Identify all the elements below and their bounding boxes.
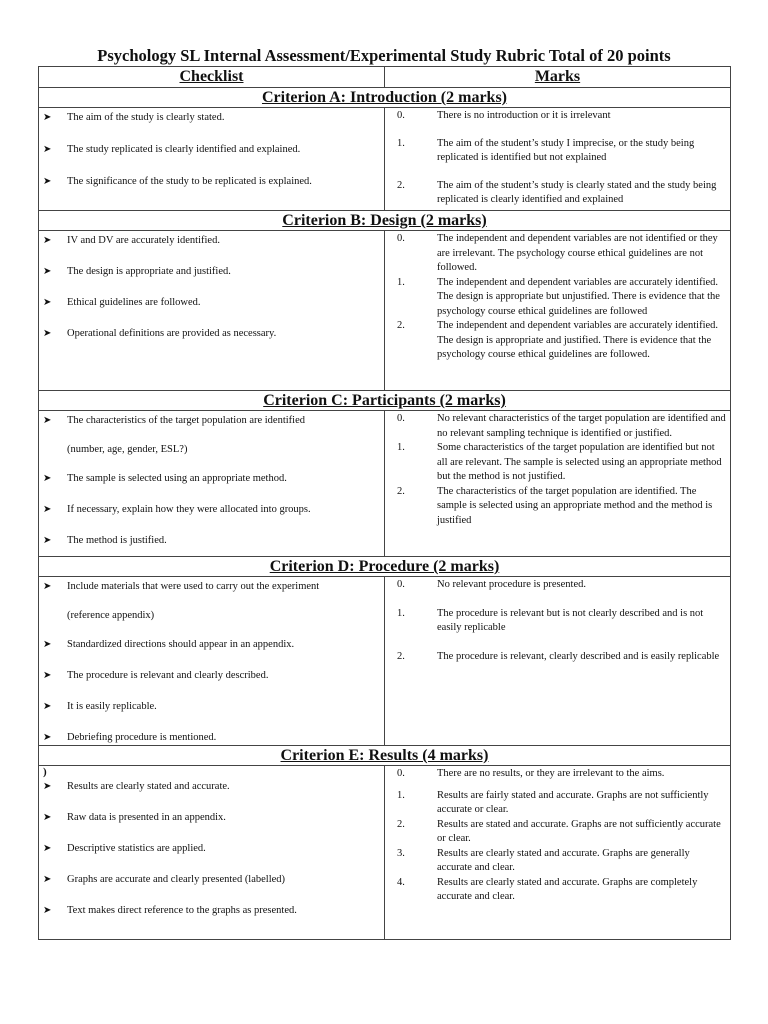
mark-level: 1. The aim of the student’s study I imprecise, or the study being replicated is identified but not explained (397, 137, 695, 163)
mark-level: 2. The aim of the student’s study is clearly stated and the study being replicated is clearly identified and explained (397, 179, 717, 205)
mark-level: 2. The characteristics of the target population are identified. The sample is selected using an appropriate method and the method is justified (397, 485, 713, 526)
checklist-item: ➤ Results are clearly stated and accurate. (43, 781, 230, 792)
checklist-item: ➤ The procedure is relevant and clearly described. (43, 670, 269, 681)
arrow-bullet-icon: ➤ (43, 843, 52, 854)
checklist-item: ➤ Operational definitions are provided as necessary. (43, 328, 277, 339)
criterion-b-body-row (39, 231, 731, 391)
arrow-bullet-icon: ➤ (43, 670, 52, 681)
checklist-cell (39, 108, 385, 211)
checklist-item: ➤ The sample is selected using an appropriate method. (43, 473, 287, 484)
checklist-cell (39, 411, 385, 557)
checklist-item: ➤ If necessary, explain how they were allocated into groups. (43, 504, 311, 515)
arrow-bullet-icon: ➤ (43, 701, 52, 712)
criterion-heading: Criterion D: Procedure (2 marks) (39, 557, 731, 577)
checklist-item: ➤ Descriptive statistics are applied. (43, 843, 206, 854)
checklist-item: ➤ IV and DV are accurately identified. (43, 235, 220, 246)
arrow-bullet-icon: ➤ (43, 266, 52, 277)
checklist-item: ➤ Include materials that were used to carry out the experiment (43, 581, 320, 592)
arrow-bullet-icon: ➤ (43, 812, 52, 823)
page-title: Psychology SL Internal Assessment/Experimental Study Rubric Total of 20 points (97, 46, 671, 65)
checklist-header: Checklist (39, 67, 385, 88)
checklist-item: ➤ Debriefing procedure is mentioned. (43, 732, 217, 743)
checklist-item: ➤ The study replicated is clearly identified and explained. (43, 144, 301, 155)
mark-level: 2. Results are stated and accurate. Graphs are not sufficiently accurate or clear. (397, 818, 721, 844)
criterion-heading: Criterion E: Results (4 marks) (39, 746, 731, 766)
arrow-bullet-icon: ➤ (43, 874, 52, 885)
arrow-bullet-icon: ➤ (43, 235, 52, 246)
arrow-bullet-icon: ➤ (43, 415, 52, 426)
checklist-item: ➤ Standardized directions should appear in an appendix. (43, 639, 295, 650)
mark-level: 0. There are no results, or they are irrelevant to the aims. (397, 768, 665, 779)
criterion-d-body-row (39, 577, 731, 746)
mark-level: 0. The independent and dependent variables are not identified or they are irrelevant. The psychology course ethical guidelines are not followed. (397, 233, 718, 273)
marks-cell (385, 577, 731, 746)
mark-level: 0. No relevant procedure is presented. (397, 579, 586, 590)
checklist-item: ➤ The significance of the study to be replicated is explained. (43, 176, 312, 187)
arrow-bullet-icon: ➤ (43, 144, 52, 155)
checklist-item: ➤ Raw data is presented in an appendix. (43, 812, 226, 823)
arrow-bullet-icon: ➤ (43, 176, 52, 187)
criterion-a-heading-row (39, 88, 731, 108)
mark-level: 4. Results are clearly stated and accurate. Graphs are completely accurate and clear. (397, 876, 698, 902)
criterion-c-body-row (39, 411, 731, 557)
criterion-heading: Criterion C: Participants (2 marks) (39, 391, 731, 411)
checklist-item-continuation: (reference appendix) (67, 610, 155, 621)
arrow-bullet-icon: ➤ (43, 905, 52, 916)
checklist-item: ➤ The design is appropriate and justified. (43, 266, 231, 277)
mark-level: 2. The independent and dependent variables are accurately identified. The design is appropriate and justified. There is evidence that the psychology course ethical guidelines are followed. (397, 320, 719, 360)
criterion-a-body-row (39, 108, 731, 211)
arrow-bullet-icon: ➤ (43, 639, 52, 650)
criterion-c-heading-row (39, 391, 731, 411)
criterion-heading: Criterion A: Introduction (2 marks) (39, 88, 731, 108)
checklist-item: ➤ The aim of the study is clearly stated. (43, 112, 225, 123)
checklist-item: ➤ Graphs are accurate and clearly presented (labelled) (43, 874, 286, 885)
criterion-e-body-row (39, 766, 731, 940)
criterion-d-heading-row (39, 557, 731, 577)
rubric-table (38, 66, 731, 940)
mark-level: 1. The independent and dependent variables are accurately identified. The design is appropriate but unjustified. There is evidence that the psychology course ethical guidelines are followed (397, 276, 720, 317)
arrow-bullet-icon: ➤ (43, 581, 52, 592)
marks-cell (385, 766, 731, 940)
arrow-bullet-icon: ➤ (43, 112, 52, 123)
mark-level: 0. There is no introduction or it is irrelevant (397, 110, 611, 121)
criterion-e-heading-row (39, 746, 731, 766)
column-header-row (39, 67, 731, 88)
mark-level: 2. The procedure is relevant, clearly described and is easily replicable (397, 650, 720, 662)
checklist-cell (39, 231, 385, 391)
mark-level: 1. Results are fairly stated and accurate. Graphs are not sufficiently accurate or clear. (397, 789, 709, 815)
marks-cell (385, 231, 731, 391)
arrow-bullet-icon: ➤ (43, 781, 52, 792)
checklist-item-continuation: (number, age, gender, ESL?) (67, 444, 188, 455)
arrow-bullet-icon: ➤ (43, 732, 52, 743)
checklist-item: ➤ Ethical guidelines are followed. (43, 297, 201, 308)
arrow-bullet-icon: ➤ (43, 328, 52, 339)
marks-cell (385, 108, 731, 211)
mark-level: 0. No relevant characteristics of the target population are identified and no relevant sampling technique is identified or justified. (397, 413, 726, 439)
checklist-cell (39, 766, 385, 940)
mark-level: 3. Results are clearly stated and accurate. Graphs are generally accurate and clear. (397, 847, 690, 873)
checklist-item: ➤ The characteristics of the target population are identified (43, 415, 305, 426)
checklist-item: ➤ The method is justified. (43, 535, 167, 546)
arrow-bullet-icon: ➤ (43, 297, 52, 308)
checklist-cell (39, 577, 385, 746)
criterion-b-heading-row (39, 211, 731, 231)
arrow-bullet-icon: ➤ (43, 504, 52, 515)
mark-level: 1. The procedure is relevant but is not clearly described and is not easily replicable (397, 607, 704, 633)
marks-header: Marks (385, 67, 731, 88)
stray-parenthesis: ) (43, 766, 47, 778)
checklist-item: ➤ Text makes direct reference to the graphs as presented. (43, 905, 297, 916)
checklist-item: ➤ It is easily replicable. (43, 701, 157, 712)
criterion-heading: Criterion B: Design (2 marks) (39, 211, 731, 231)
marks-cell (385, 411, 731, 557)
mark-level: 1. Some characteristics of the target population are identified but not all are relevant. The sample is selected using an appropriate method but the method is not justified. (397, 442, 722, 482)
arrow-bullet-icon: ➤ (43, 473, 52, 484)
arrow-bullet-icon: ➤ (43, 535, 52, 546)
